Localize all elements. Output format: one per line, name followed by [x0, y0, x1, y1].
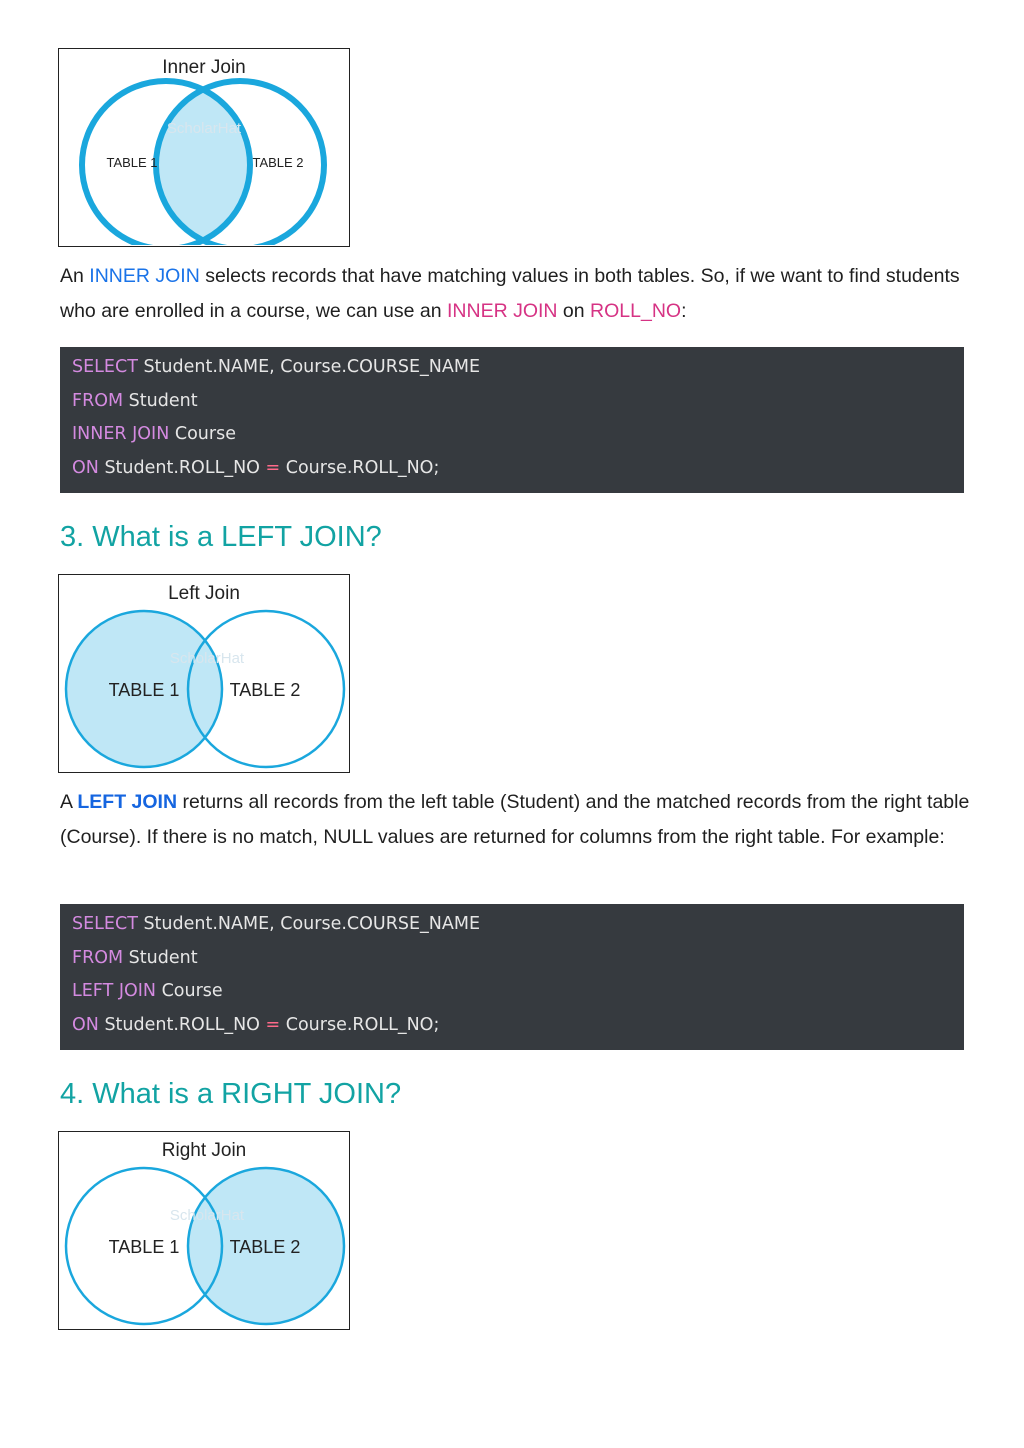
sql-keyword: ON: [72, 457, 99, 478]
sql-text: Student.NAME, Course.COURSE_NAME: [137, 914, 481, 934]
code-line: [72, 452, 952, 486]
inner-join-code-block[interactable]: [60, 347, 964, 493]
left-join-title: Left Join: [168, 583, 240, 604]
right-table1-label: TABLE 1: [108, 1237, 180, 1257]
text: An: [60, 265, 90, 287]
text: on: [557, 300, 591, 322]
sql-keyword: FROM: [72, 947, 124, 968]
sql-keyword: FROM: [72, 390, 124, 411]
text: returns all records from the left table (Student) and the matched records from the right table (Course). If there is no match, NULL values are returned for columns from the right table. For example:: [60, 791, 970, 848]
sql-operator: =: [265, 457, 281, 478]
left-table1-label: TABLE 1: [108, 680, 180, 700]
text: A: [60, 791, 78, 813]
sql-text: Course.ROLL_NO;: [280, 457, 440, 478]
text: :: [681, 300, 687, 322]
sql-text: Course: [169, 424, 236, 444]
sql-text: Student.ROLL_NO: [98, 1014, 266, 1035]
left-join-paragraph: [60, 785, 990, 855]
left-join-heading: 3. What is a LEFT JOIN?: [60, 521, 382, 553]
sql-text: Student: [123, 947, 198, 968]
sql-keyword: LEFT JOIN: [72, 981, 157, 1001]
text: selects records that have matching values in both tables. So, if we want to find students who are enrolled in a course, we can use an: [60, 265, 960, 322]
sql-text: Student.ROLL_NO: [98, 457, 266, 478]
inner-join-term: INNER JOIN: [446, 300, 558, 322]
right-join-diagram: [58, 1131, 350, 1330]
sql-text: Student: [123, 390, 198, 411]
right-table2-label: TABLE 2: [229, 1237, 301, 1257]
sql-text: Course: [156, 981, 223, 1001]
inner-join-title: Inner Join: [162, 57, 246, 78]
sql-keyword: INNER JOIN: [72, 424, 170, 444]
left-join-diagram: [58, 574, 350, 773]
code-line: [72, 975, 952, 1009]
sql-keyword: SELECT: [72, 357, 138, 377]
code-line: [72, 385, 952, 419]
left-watermark: ScholarHat: [169, 650, 245, 667]
sql-keyword: SELECT: [72, 914, 138, 934]
sql-text: Course.ROLL_NO;: [280, 1014, 440, 1035]
inner-join-paragraph: [60, 259, 990, 329]
inner-join-diagram: [58, 48, 350, 247]
left-join-code-block[interactable]: [60, 904, 964, 1050]
code-line: [72, 351, 952, 385]
right-watermark: ScholarHat: [169, 1207, 245, 1224]
sql-keyword: ON: [72, 1014, 99, 1035]
right-join-title: Right Join: [161, 1140, 247, 1161]
left-join-term: LEFT JOIN: [77, 791, 178, 813]
left-table2-label: TABLE 2: [229, 680, 301, 700]
inner-join-term: INNER JOIN: [89, 265, 200, 287]
inner-table1-label: TABLE 1: [106, 155, 158, 170]
code-line: [72, 1009, 952, 1043]
right-join-heading: 4. What is a RIGHT JOIN?: [60, 1078, 402, 1110]
roll-no-term: ROLL_NO: [590, 300, 682, 322]
inner-table2-label: TABLE 2: [252, 155, 304, 170]
sql-text: Student.NAME, Course.COURSE_NAME: [137, 357, 481, 377]
sql-operator: =: [265, 1014, 281, 1035]
code-line: [72, 942, 952, 976]
code-line: [72, 908, 952, 942]
inner-watermark: ScholarHat: [166, 120, 242, 137]
code-line: [72, 418, 952, 452]
